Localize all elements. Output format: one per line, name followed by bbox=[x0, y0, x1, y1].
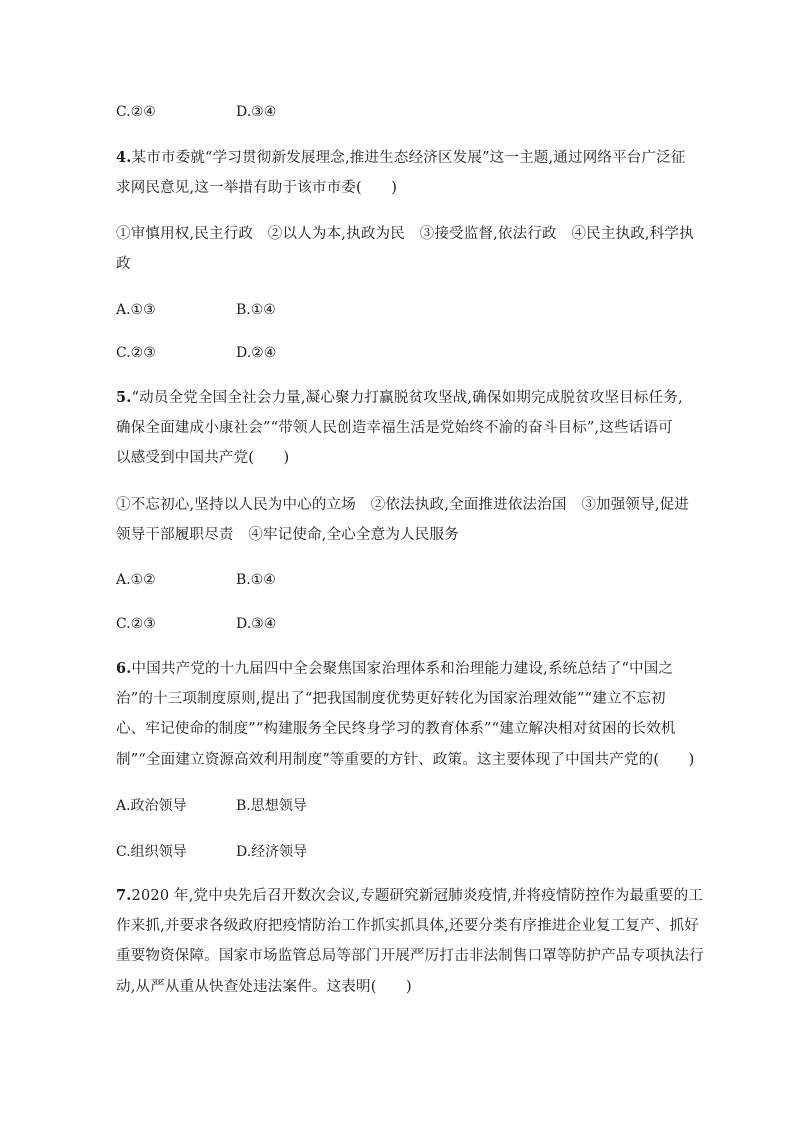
q5-stem-line-3: 以感受到中国共产党( ) bbox=[116, 450, 290, 466]
q5-stem-line-2: 确保全面建成小康社会”“带领人民创造幸福生活是党始终不渝的奋斗目标”,这些话语可 bbox=[116, 420, 673, 436]
q4-choices-line-2: 政 bbox=[116, 256, 131, 272]
q7-stem-line-2: 作来抓,并要求各级政府把疫情防治工作抓实抓具体,还要分类有序推进企业复工复产、抓好 bbox=[116, 918, 699, 934]
q7-stem-line-4: 动,从严从重从快查处违法案件。这表明( ) bbox=[116, 979, 412, 995]
q5-stem-line-1: 5.“动员全党全国全社会力量,凝心聚力打赢脱贫攻坚战,确保如期完成脱贫攻坚目标任务, bbox=[116, 389, 683, 406]
q5-options-row-1 bbox=[116, 570, 716, 590]
q6-option-c[interactable]: C.组织领导 bbox=[116, 844, 187, 860]
q4-option-d[interactable]: D.②④ bbox=[236, 345, 277, 361]
q4-stem-line-1: 4.某市市委就“学习贯彻新发展理念,推进生态经济区发展”这一主题,通过网络平台广泛征 bbox=[116, 149, 686, 166]
q6-stem-line-1: 6.中国共产党的十九届四中全会聚焦国家治理体系和治理能力建设,系统总结了“中国之 bbox=[116, 660, 674, 677]
q5-number: 5. bbox=[116, 389, 132, 406]
q5-option-c[interactable]: C.②③ bbox=[116, 616, 156, 632]
q4-option-c[interactable]: C.②③ bbox=[116, 345, 156, 361]
q6-stem-line-3: 心、牢记使命的制度”“构建服务全民终身学习的教育体系”“建立解决相对贫困的长效机 bbox=[116, 721, 676, 737]
q5-choices-line-2: 领导干部履职尽责 ④牢记使命,全心全意为人民服务 bbox=[116, 527, 459, 543]
q4-options-row-2 bbox=[116, 343, 716, 363]
q3-option-d[interactable]: D.③④ bbox=[236, 104, 277, 120]
q7-stem-line-1: 7.2020 年,党中央先后召开数次会议,专题研究新冠肺炎疫情,并将疫情防控作为最重要的工 bbox=[116, 887, 703, 904]
q5-option-a[interactable]: A.①② bbox=[116, 572, 156, 588]
q7-stem-line-3: 重要物资保障。国家市场监管总局等部门开展严厉打击非法制售口罩等防护产品专项执法行 bbox=[116, 948, 704, 964]
q6-option-a[interactable]: A.政治领导 bbox=[116, 798, 187, 814]
q3-options-row-2 bbox=[116, 102, 716, 122]
q4-choices-line-1: ①审慎用权,民主行政 ②以人为本,执政为民 ③接受监督,依法行政 ④民主执政,科学执 bbox=[116, 226, 694, 242]
q6-option-d[interactable]: D.经济领导 bbox=[236, 844, 308, 860]
q4-option-b[interactable]: B.①④ bbox=[236, 302, 276, 318]
q4-stem-line-2: 求网民意见,这一举措有助于该市市委( ) bbox=[116, 180, 398, 196]
q6-options-row-1 bbox=[116, 796, 716, 816]
q7-number: 7. bbox=[116, 887, 132, 904]
q6-number: 6. bbox=[116, 660, 132, 677]
q4-option-a[interactable]: A.①③ bbox=[116, 302, 156, 318]
q5-choices-line-1: ①不忘初心,坚持以人民为中心的立场 ②依法执政,全面推进依法治国 ③加强领导,促进 bbox=[116, 497, 690, 513]
q5-options-row-2 bbox=[116, 614, 716, 634]
q4-number: 4. bbox=[116, 149, 132, 166]
q6-stem-line-2: 治”的十三项制度原则,提出了“把我国制度优势更好转化为国家治理效能”“建立不忘初 bbox=[116, 691, 666, 707]
q4-options-row-1 bbox=[116, 300, 716, 320]
q5-option-d[interactable]: D.③④ bbox=[236, 616, 277, 632]
q6-option-b[interactable]: B.思想领导 bbox=[236, 798, 307, 814]
q3-option-c[interactable]: C.②④ bbox=[116, 104, 156, 120]
q5-option-b[interactable]: B.①④ bbox=[236, 572, 276, 588]
q6-options-row-2 bbox=[116, 842, 716, 862]
q6-stem-line-4: 制”“全面建立资源高效利用制度”等重要的方针、政策。这主要体现了中国共产党的( ) bbox=[116, 752, 695, 768]
